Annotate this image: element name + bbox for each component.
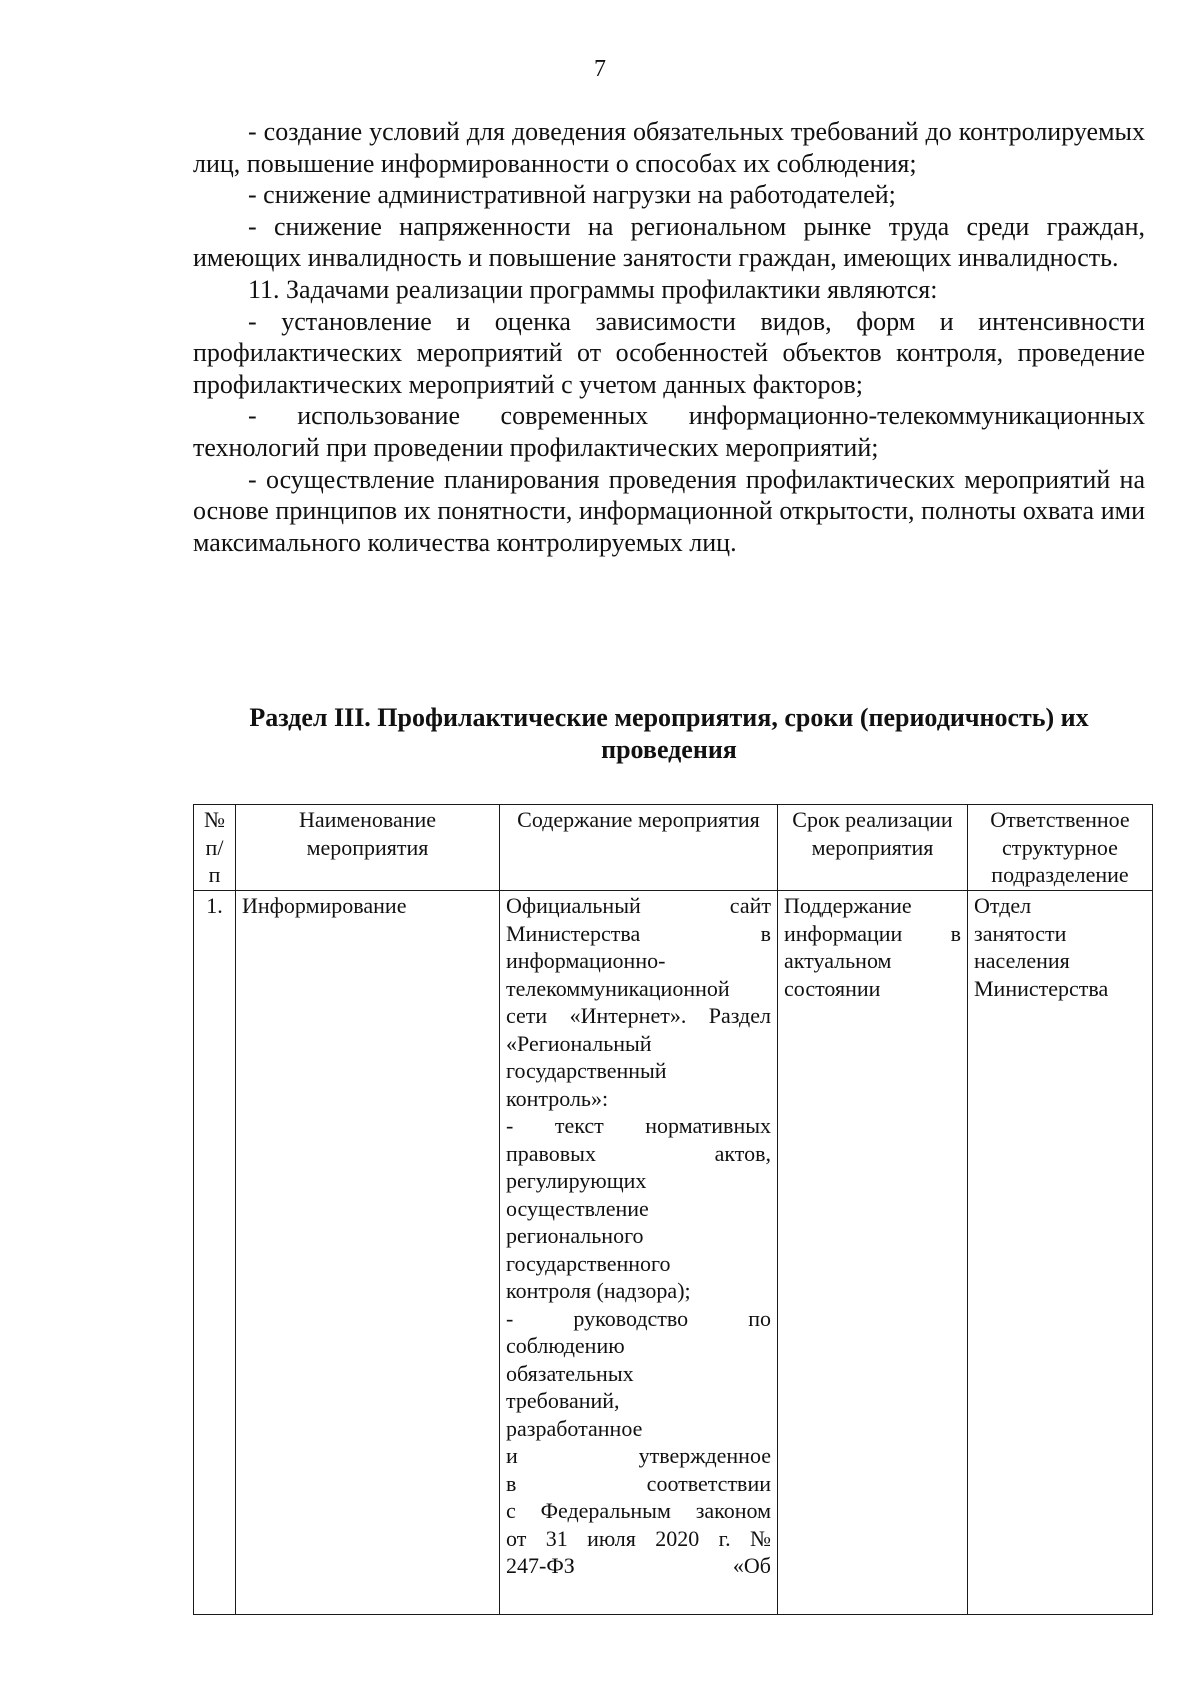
paragraph-3: - снижение напряженности на региональном рынке труда среди граждан, имеющих инвалидность и повышение занятости граждан, имеющих инвалидность. (193, 211, 1145, 273)
content-line: государственного (506, 1250, 671, 1276)
content-line: Министерства в (506, 920, 771, 946)
page-number: 7 (594, 56, 606, 82)
content-line: требований, (506, 1388, 620, 1413)
content-line: - текст нормативных (506, 1113, 771, 1138)
activities-table (193, 804, 1153, 1615)
content-line: контроля (надзора); (506, 1278, 691, 1303)
row-content (500, 891, 778, 1615)
content-line: сети «Интернет». Раздел (506, 1003, 771, 1028)
responsible-line: Министерства (974, 975, 1109, 1001)
section-title (193, 702, 1145, 766)
content-line: обязательных (506, 1360, 634, 1386)
body-text (193, 116, 1145, 558)
paragraph-1: - создание условий для доведения обязательных требований до контролируемых лиц, повышение информированности о способах их соблюдения; (193, 117, 1145, 178)
content-line: с Федеральным законом (506, 1498, 771, 1523)
content-line: Официальный сайт (506, 893, 771, 918)
term-line: информации в (784, 920, 961, 946)
content-line: государственный (506, 1058, 667, 1083)
table-row (194, 891, 1153, 1615)
paragraph-4: 11. Задачами реализации программы профилактики являются: (248, 274, 938, 304)
paragraph-2: - снижение административной нагрузки на работодателей; (248, 180, 896, 210)
content-line: осуществление (506, 1195, 649, 1221)
content-line: от 31 июля 2020 г. № (506, 1525, 771, 1551)
content-line: правовых актов, (506, 1140, 771, 1166)
paragraph-6: - использование современных информационно-телекоммуникационных технологий при проведении профилактических мероприятий; (193, 401, 1145, 462)
responsible-line: населения (974, 948, 1070, 973)
header-num: № п/п (194, 805, 236, 891)
content-line: «Региональный (506, 1030, 652, 1056)
row-term (778, 891, 968, 1615)
term-line: состоянии (784, 975, 881, 1001)
responsible-line: Отдел (974, 893, 1032, 918)
row-responsible (968, 891, 1153, 1615)
header-responsible: Ответственное структурное подразделение (968, 805, 1153, 891)
term-line: актуальном (784, 948, 892, 973)
content-line: регионального (506, 1223, 644, 1248)
paragraph-5: - установление и оценка зависимости видов, форм и интенсивности профилактических мероприятий от особенностей объектов контроля, проведение профилактических мероприятий с учетом данных факторов; (193, 306, 1145, 399)
responsible-line: занятости (974, 920, 1067, 946)
content-line: соблюдению (506, 1333, 625, 1358)
content-line: разработанное (506, 1415, 643, 1441)
content-line: 247-ФЗ «Об (506, 1553, 771, 1578)
content-line: - руководство по (506, 1305, 771, 1331)
table-header-row (194, 805, 1153, 891)
section-title-line-2: проведения (601, 735, 737, 764)
content-line: и утвержденное (506, 1443, 771, 1468)
content-line: информационно- (506, 948, 666, 973)
header-term: Срок реализации мероприятия (778, 805, 968, 891)
content-line: в соответствии (506, 1470, 771, 1496)
section-title-line-1: Раздел III. Профилактические мероприятия, сроки (периодичность) их (249, 703, 1089, 732)
row-num: 1. (194, 891, 236, 1615)
row-name: Информирование (236, 891, 500, 1615)
term-line: Поддержание (784, 893, 912, 918)
content-line: контроль»: (506, 1085, 609, 1111)
paragraph-7: - осуществление планирования проведения профилактических мероприятий на основе принципов их понятности, информационной открытости, полноты охвата ими максимального количества контролируемых лиц. (193, 464, 1145, 557)
content-line: телекоммуникационной (506, 975, 730, 1001)
header-name: Наименование мероприятия (236, 805, 500, 891)
header-content: Содержание мероприятия (500, 805, 778, 891)
content-line: регулирующих (506, 1168, 647, 1193)
